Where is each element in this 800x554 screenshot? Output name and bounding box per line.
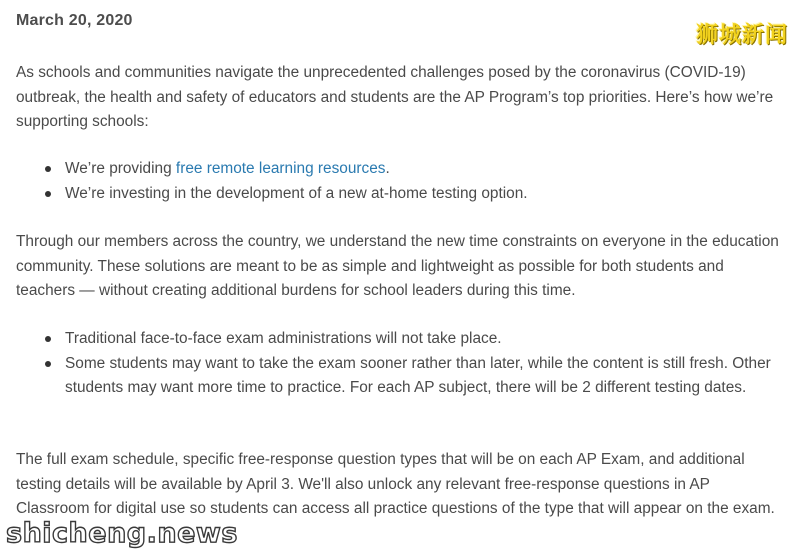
list-item	[16, 157, 786, 182]
list-item	[16, 182, 786, 207]
free-remote-learning-resources-link[interactable]: free remote learning resources	[175, 160, 386, 177]
bullet-icon	[45, 361, 51, 367]
watermark-site: shicheng.news	[6, 518, 238, 549]
list-item-text: Traditional face-to-face exam administrations will not take place.	[65, 330, 502, 347]
list-item-suffix: .	[385, 160, 390, 177]
schedule-paragraph: The full exam schedule, specific free-response question types that will be on each AP Exam, and additional testing details will be available by April 3. We'll also unlock any relevant free-response questions in AP Classroom for digital use so students can access all practice questions of the type that will appear on the exam.	[16, 451, 775, 517]
list-item-text: We’re providing	[65, 160, 176, 177]
bullet-icon	[45, 191, 51, 197]
list-item-text: Some students may want to take the exam sooner rather than later, while the content is still fresh. Other students may want more time to practice. For each AP subject, there will be 2 different testing dates.	[65, 354, 771, 396]
bullet-icon	[45, 336, 51, 342]
watermark-logo: 狮城新闻	[695, 23, 788, 48]
support-list	[16, 157, 786, 206]
bullet-icon	[45, 166, 51, 172]
members-paragraph: Through our members across the country, we understand the new time constraints on everyone in the education community. These solutions are meant to be as simple and lightweight as possible for both students and teachers — without creating additional burdens for school leaders during this time.	[16, 233, 779, 299]
intro-paragraph: As schools and communities navigate the unprecedented challenges posed by the coronavirus (COVID-19) outbreak, the health and safety of educators and students are the AP Program’s top priorities. Here’s how we’re supporting schools:	[16, 64, 774, 130]
list-item	[16, 352, 786, 401]
article-date: March 20, 2020	[16, 12, 133, 29]
list-item-text: We’re investing in the development of a new at-home testing option.	[65, 184, 528, 202]
list-item	[16, 327, 786, 352]
exam-list	[16, 327, 786, 401]
